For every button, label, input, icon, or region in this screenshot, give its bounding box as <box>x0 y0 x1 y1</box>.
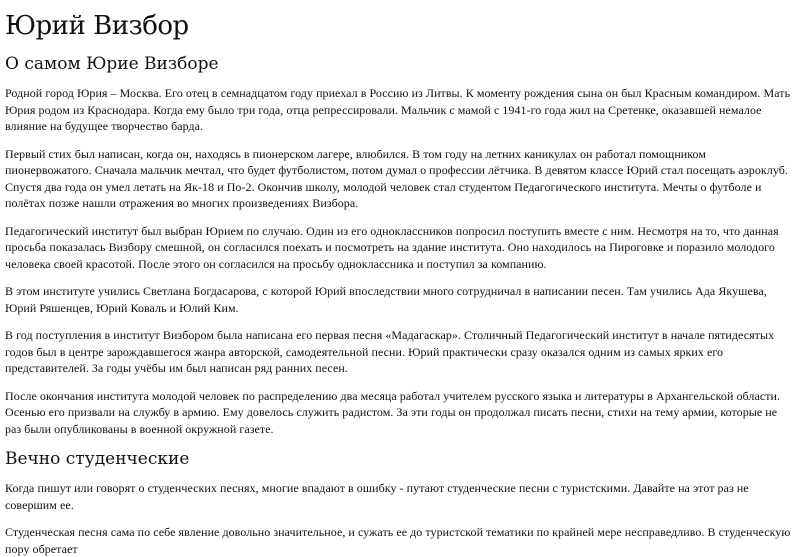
paragraph: Педагогический институт был выбран Юрием по случаю. Один из его одноклассников попросил поступить вместе с ним. Несмотря на то, что данная просьба показалась Визбору смешной, он согласился поехать и посмотреть на здание института. Оно находилось на Пироговке и поразило молодого человека своей красотой. После этого он согласился на просьбу одноклассника и поступил за компанию. <box>5 223 779 271</box>
section-student-songs <box>5 448 793 557</box>
paragraph: Студенческая песня сама по себе явление довольно значительное, и сужать ее до туристской тематики по крайней мере несправедливо. В студенческую пору обретает <box>5 525 791 556</box>
article <box>0 11 800 557</box>
page-title: Юрий Визбор <box>5 11 189 41</box>
paragraph: Первый стих был написан, когда он, находясь в пионерском лагере, влюбился. В том году на летних каникулах он работал помощником пионервожатого. Сначала мальчик мечтал, что будет футболистом, потом думал о профессии лётчика. В девятом классе Юрий стал посещать аэроклуб. Спустя два года он умел летать на Як-18 и По-2. Окончив школу, молодой человек стал студентом Педагогического института. Мечты о футболе и полётах позже нашли отражения во многих произведениях Визбора. <box>5 146 788 210</box>
paragraph: Родной город Юрия – Москва. Его отец в семнадцатом году приехал в Россию из Литвы. К моменту рождения сына он был Красным командиром. Мать Юрия родом из Краснодара. Когда ему было три года, отца репрессировали. Мальчик с мамой с 1941-го года жил на Сретенке, оказавшей немалое влияние на будущее творчество барда. <box>5 86 791 133</box>
paragraph: После окончания института молодой человек по распределению два месяца работал учителем русского языка и литературы в Архангельской области. Осенью его призвали на службу в армию. Ему довелось служить радистом. За эти годы он продолжал писать песни, стихи на тему армии, которые не раз были опубликованы в военной окружной газете. <box>5 388 781 436</box>
section-about-vizbor <box>5 53 793 437</box>
paragraph: В год поступления в институт Визбором была написана его первая песня «Мадагаскар». Столичный Педагогический институт в начале пятидесятых годов был в центре зарождавшегося жанра авторской, самодеятельной песни. Юрий практически сразу оказался одним из самых ярких его представителей. За годы учёбы им был написан ряд ранних песен. <box>5 328 775 375</box>
paragraph: В этом институте учились Светлана Богдасарова, с которой Юрий впоследствии много сотрудничал в написании песен. Там учились Ада Якушева, Юрий Ряшенцев, Юрий Коваль и Юлий Ким. <box>5 284 767 315</box>
paragraph: Когда пишут или говорят о студенческих песнях, многие впадают в ошибку - путают студенческие песни с туристскими. Давайте на этот раз не совершим ее. <box>5 481 749 512</box>
section-heading-about: О самом Юрие Визборе <box>5 54 219 74</box>
section-heading-student-songs: Вечно студенческие <box>5 449 190 469</box>
